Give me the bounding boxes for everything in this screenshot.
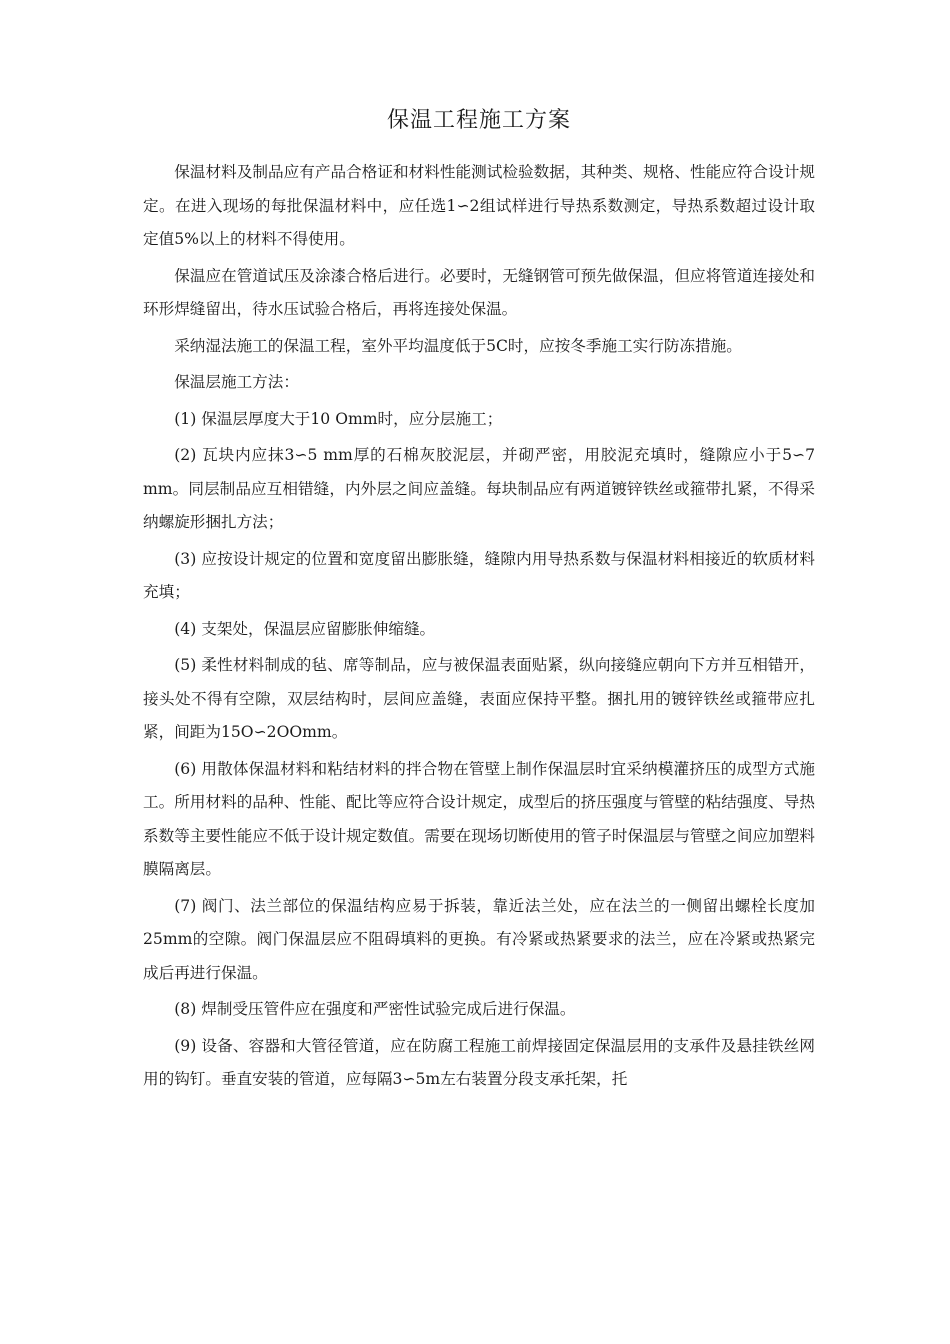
paragraph-item-1: (1) 保温层厚度大于10 Omm时，应分层施工；	[174, 409, 503, 428]
paragraph-method-heading: 保温层施工方法：	[174, 373, 299, 391]
document-body	[143, 106, 815, 1100]
paragraph-item-6: (6) 用散体保温材料和粘结材料的拌合物在管壁上制作保温层时宜采纳模灌挤压的成型方式施工。所用材料的品种、性能、配比等应符合设计规定，成型后的挤压强度与管壁的粘结强度、导热系数等主要性能应不低于设计规定数值。需要在现场切断使用的管子时保温层与管壁之间应加塑料膜隔离层。	[143, 759, 815, 878]
paragraph-pressure-test: 保温应在管道试压及涂漆合格后进行。必要时，无缝钢管可预先做保温，但应将管道连接处和环形焊缝留出，待水压试验合格后，再将连接处保温。	[143, 266, 815, 318]
paragraph-item-7: (7) 阀门、法兰部位的保温结构应易于拆装，靠近法兰处，应在法兰的一侧留出螺栓长度加25mm的空隙。阀门保温层应不阻碍填料的更换。有冷紧或热紧要求的法兰，应在冷紧或热紧完成后再进行保温。	[143, 896, 815, 982]
paragraph-materials: 保温材料及制品应有产品合格证和材料性能测试检验数据，其种类、规格、性能应符合设计规定。在进入现场的每批保温材料中，应任选1∽2组试样进行导热系数测定，导热系数超过设计取定值5%以上的材料不得使用。	[143, 163, 815, 248]
document-title: 保温工程施工方案	[386, 108, 571, 133]
paragraph-wet-method: 采纳湿法施工的保温工程，室外平均温度低于5C时，应按冬季施工实行防冻措施。	[174, 336, 742, 355]
paragraph-item-2: (2) 瓦块内应抹3∽5 mm厚的石棉灰胶泥层，并砌严密，用胶泥充填时，缝隙应小于5∽7 mm。同层制品应互相错缝，内外层之间应盖缝。每块制品应有两道镀锌铁丝或箍带扎紧，不得采纳螺旋形捆扎方法；	[143, 446, 815, 531]
paragraph-item-8: (8) 焊制受压管件应在强度和严密性试验完成后进行保温。	[174, 1000, 576, 1018]
paragraph-item-3: (3) 应按设计规定的位置和宽度留出膨胀缝，缝隙内用导热系数与保温材料相接近的软质材料充填；	[143, 549, 815, 601]
paragraph-item-4: (4) 支架处，保温层应留膨胀伸缩缝。	[174, 619, 436, 638]
paragraph-item-5: (5) 柔性材料制成的毡、席等制品，应与被保温表面贴紧，纵向接缝应朝向下方并互相错开，接头处不得有空隙，双层结构时，层间应盖缝，表面应保持平整。捆扎用的镀锌铁丝或箍带应扎紧，间距为15O∽2OOmm。	[143, 656, 815, 741]
paragraph-item-9: (9) 设备、容器和大管径管道，应在防腐工程施工前焊接固定保温层用的支承件及悬挂铁丝网用的钩钉。垂直安装的管道，应每隔3∽5m左右装置分段支承托架，托	[143, 1036, 815, 1088]
